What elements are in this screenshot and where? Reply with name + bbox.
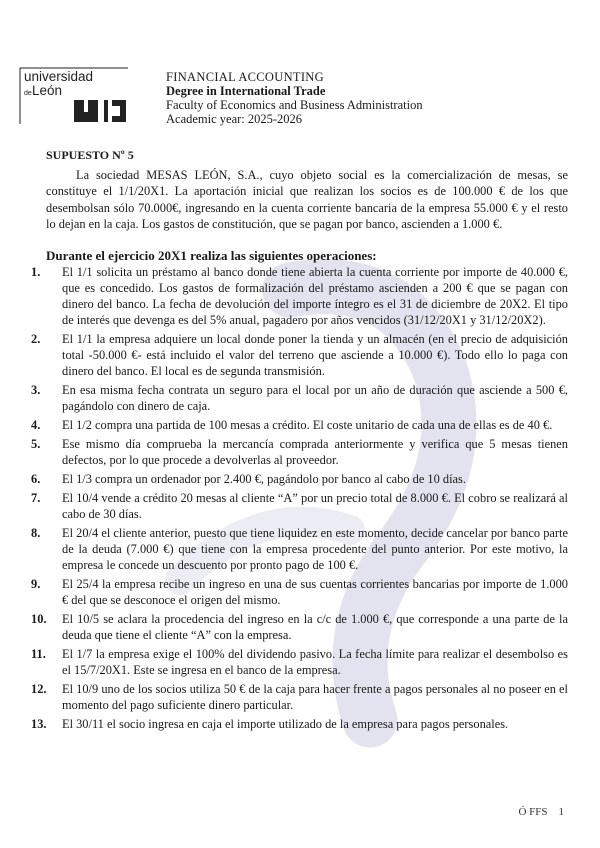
- operation-text: El 30/11 el socio ingresa en caja el importe utilizado de la empresa para pagos personales.: [62, 717, 509, 731]
- operation-number: 8.: [31, 526, 41, 541]
- operation-number: 1.: [31, 265, 41, 280]
- operation-text: El 1/1 solicita un préstamo al banco donde tiene abierta la cuenta corriente por importe de 40.000 €, que es concedido. Los gastos de formalización del préstamo ascienden a 200 € que se pagan con dinero del banco. La fecha de devolución del importe íntegro es el 31 de diciembre de 20X2. El tipo de interés que devenga es del 5% anual, pagadero por años vencidos (31/12/20X1 y 31/12/20X2).: [62, 265, 568, 327]
- operation-item: [31, 437, 568, 469]
- operation-text: El 1/2 compra una partida de 100 mesas a crédito. El coste unitario de cada una de ellas es de 40 €.: [62, 417, 553, 432]
- operation-text: El 1/3 compra un ordenador por 2.400 €, pagándolo por banco al cabo de 10 días.: [62, 472, 466, 486]
- footer-mark: Ó FFS: [518, 806, 548, 818]
- operation-number: 10.: [31, 612, 47, 626]
- operation-number: 7.: [31, 491, 41, 506]
- operation-number: 3.: [31, 382, 41, 397]
- logo-line2: León: [32, 83, 63, 98]
- university-logo: [18, 66, 130, 126]
- operation-text: En esa misma fecha contrata un seguro para el local por un año de duración que asciende a 500 €, pagándolo con dinero de caja.: [62, 382, 568, 413]
- operation-number: 12.: [31, 682, 47, 696]
- operation-text: El 1/7 la empresa exige el 100% del dividendo pasivo. La fecha límite para realizar el desembolso es el 15/7/20X1. Este se ingresa en el banco de la empresa.: [62, 647, 568, 677]
- operation-text: El 20/4 el cliente anterior, puesto que tiene liquidez en este momento, decide cancelar por banco parte de la deuda (7.000 €) que tiene con la empresa procedente del punto anterior. Por este motivo, la empresa le concede un descuento por pronto pago de 100 €.: [62, 526, 568, 572]
- operation-item: [31, 612, 568, 644]
- operation-text: El 10/9 uno de los socios utiliza 50 € de la caja para hacer frente a pagos personales al no poseer en el momento del pago suficiente dinero particular.: [62, 682, 568, 712]
- operation-number: 4.: [31, 417, 41, 432]
- operation-number: 2.: [31, 332, 41, 346]
- operation-text: El 1/1 la empresa adquiere un local donde poner la tienda y un almacén (en el precio de adquisición total -50.000 €- está incluido el valor del terreno que asciende a 10.000 €). Todo ello lo paga con dinero del banco. El local es de segunda transmisión.: [62, 332, 568, 378]
- exercise-content: [31, 148, 568, 736]
- operation-item: [31, 526, 568, 574]
- operation-number: 6.: [31, 472, 41, 486]
- degree-title: Degree in International Trade: [166, 84, 326, 98]
- operation-item: [31, 382, 568, 415]
- operation-item: [31, 332, 568, 380]
- operation-item: [31, 472, 568, 488]
- operation-item: [31, 647, 568, 679]
- operation-text: Ese mismo día comprueba la mercancía comprada anteriormente y verifica que 5 mesas tienen defectos, por lo que procede a devolverlas al proveedor.: [62, 437, 568, 467]
- page-number: 1: [558, 806, 564, 818]
- operations-heading: Durante el ejercicio 20X1 realiza las siguientes operaciones:: [46, 248, 377, 264]
- operation-text: El 25/4 la empresa recibe un ingreso en una de sus cuentas corrientes bancarias por importe de 1.000 € del que se desconoce el origen del mismo.: [62, 577, 568, 607]
- faculty-name: Faculty of Economics and Business Administration: [166, 98, 423, 112]
- university-logo-icon: [18, 66, 130, 126]
- operation-item: [31, 717, 568, 733]
- operation-item: [31, 491, 568, 523]
- operation-number: 5.: [31, 437, 41, 451]
- operation-number: 11.: [31, 647, 46, 661]
- exercise-intro: La sociedad MESAS LEÓN, S.A., cuyo objeto social es la comercialización de mesas, se constituye el 1/1/20X1. La aportación inicial que realizan los socios es de 100.000 € de los que desembolsan sólo 70.000€, ingresando en la cuenta corriente bancaria de la empresa 55.000 € y el resto lo dejan en la caja. Los gastos de constitución, que se pagan por banco, ascienden a 1.000 €.: [46, 168, 568, 231]
- operation-item: [31, 265, 568, 329]
- course-header: [166, 70, 423, 126]
- operation-text: El 10/5 se aclara la procedencia del ingreso en la c/c de 1.000 €, que corresponde a una parte de la deuda que tiene el cliente “A” con la empresa.: [62, 612, 568, 642]
- operations-list: [31, 265, 568, 733]
- operation-item: [31, 577, 568, 609]
- course-title: FINANCIAL ACCOUNTING: [166, 70, 324, 84]
- operation-number: 9.: [31, 577, 41, 591]
- operation-item: [31, 417, 568, 434]
- operation-text: El 10/4 vende a crédito 20 mesas al cliente “A” por un precio total de 8.000 €. El cobro se realizará al cabo de 30 días.: [62, 491, 568, 521]
- page-footer: [518, 806, 564, 818]
- logo-line2-prefix: de: [24, 90, 32, 97]
- operation-item: [31, 682, 568, 714]
- operation-number: 13.: [31, 717, 47, 731]
- logo-line1: universidad: [24, 69, 94, 84]
- exercise-title: SUPUESTO Nº 5: [46, 148, 134, 162]
- academic-year: Academic year: 2025-2026: [166, 112, 303, 126]
